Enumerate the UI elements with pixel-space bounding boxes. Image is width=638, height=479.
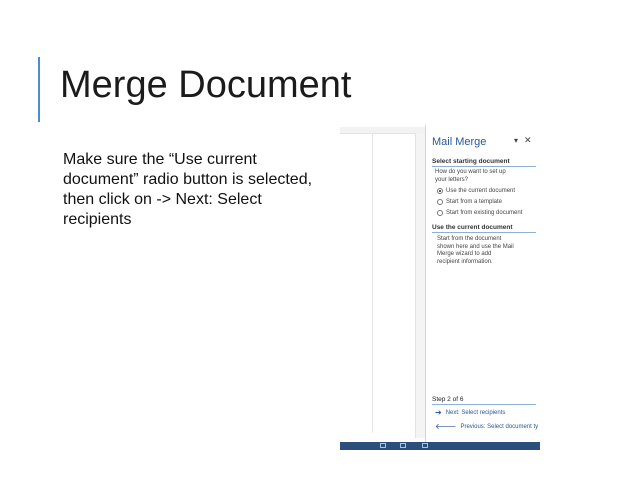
pane-title: Mail Merge	[432, 136, 487, 148]
radio-label: Use the current document	[446, 187, 516, 194]
radio-start-from-existing[interactable]	[437, 208, 522, 217]
section-heading-use-current: Use the current document	[432, 224, 513, 231]
print-layout-icon[interactable]	[400, 443, 406, 448]
radio-selected-icon[interactable]	[437, 188, 443, 194]
section-divider	[432, 232, 536, 233]
next-select-recipients-link[interactable]	[435, 409, 505, 417]
read-mode-icon[interactable]	[380, 443, 386, 448]
title-accent-bar	[38, 57, 40, 122]
slide-body-line: document” radio button is selected,	[63, 171, 313, 188]
ruler	[340, 127, 425, 134]
arrow-left-icon: 🡐	[435, 422, 457, 431]
word-screenshot	[340, 125, 540, 450]
chevron-down-icon[interactable]: ▾	[514, 136, 519, 145]
step-indicator: Step 2 of 6	[432, 396, 464, 403]
radio-label: Start from a template	[446, 198, 503, 205]
slide-body-line: Make sure the “Use current	[63, 151, 257, 168]
close-icon[interactable]: ✕	[524, 135, 532, 145]
document-scrollbar[interactable]	[415, 133, 425, 438]
question-text	[435, 169, 506, 184]
section-divider	[432, 166, 536, 167]
slide-body-line: recipients	[63, 211, 132, 228]
question-line: your letters?	[435, 176, 469, 183]
previous-link-label: Previous: Select document ty	[460, 424, 539, 430]
description-line: recipient information.	[437, 258, 493, 265]
description-line: shown here and use the Mail	[437, 243, 514, 250]
page-margin-guide	[372, 133, 373, 433]
slide-body	[63, 150, 353, 230]
radio-label: Start from existing document	[446, 209, 523, 216]
slide-body-line: then click on -> Next: Select	[63, 191, 262, 208]
question-line: How do you want to set up	[435, 169, 506, 175]
description-line: Merge wizard to add	[437, 251, 492, 257]
status-bar	[340, 442, 540, 450]
mail-merge-pane	[425, 125, 540, 442]
arrow-right-icon: ➔	[435, 408, 442, 417]
radio-use-current-document[interactable]	[437, 186, 515, 195]
section-description	[437, 236, 514, 266]
previous-select-document-link[interactable]	[435, 423, 538, 431]
section-heading-starting-document: Select starting document	[432, 158, 510, 165]
radio-start-from-template[interactable]	[437, 197, 502, 206]
section-divider	[432, 404, 536, 405]
document-area[interactable]	[340, 125, 425, 442]
web-layout-icon[interactable]	[422, 443, 428, 448]
description-line: Start from the document	[437, 236, 502, 242]
next-link-label: Next: Select recipients	[445, 410, 506, 416]
radio-icon[interactable]	[437, 199, 443, 205]
radio-icon[interactable]	[437, 210, 443, 216]
slide-title: Merge Document	[60, 64, 352, 106]
